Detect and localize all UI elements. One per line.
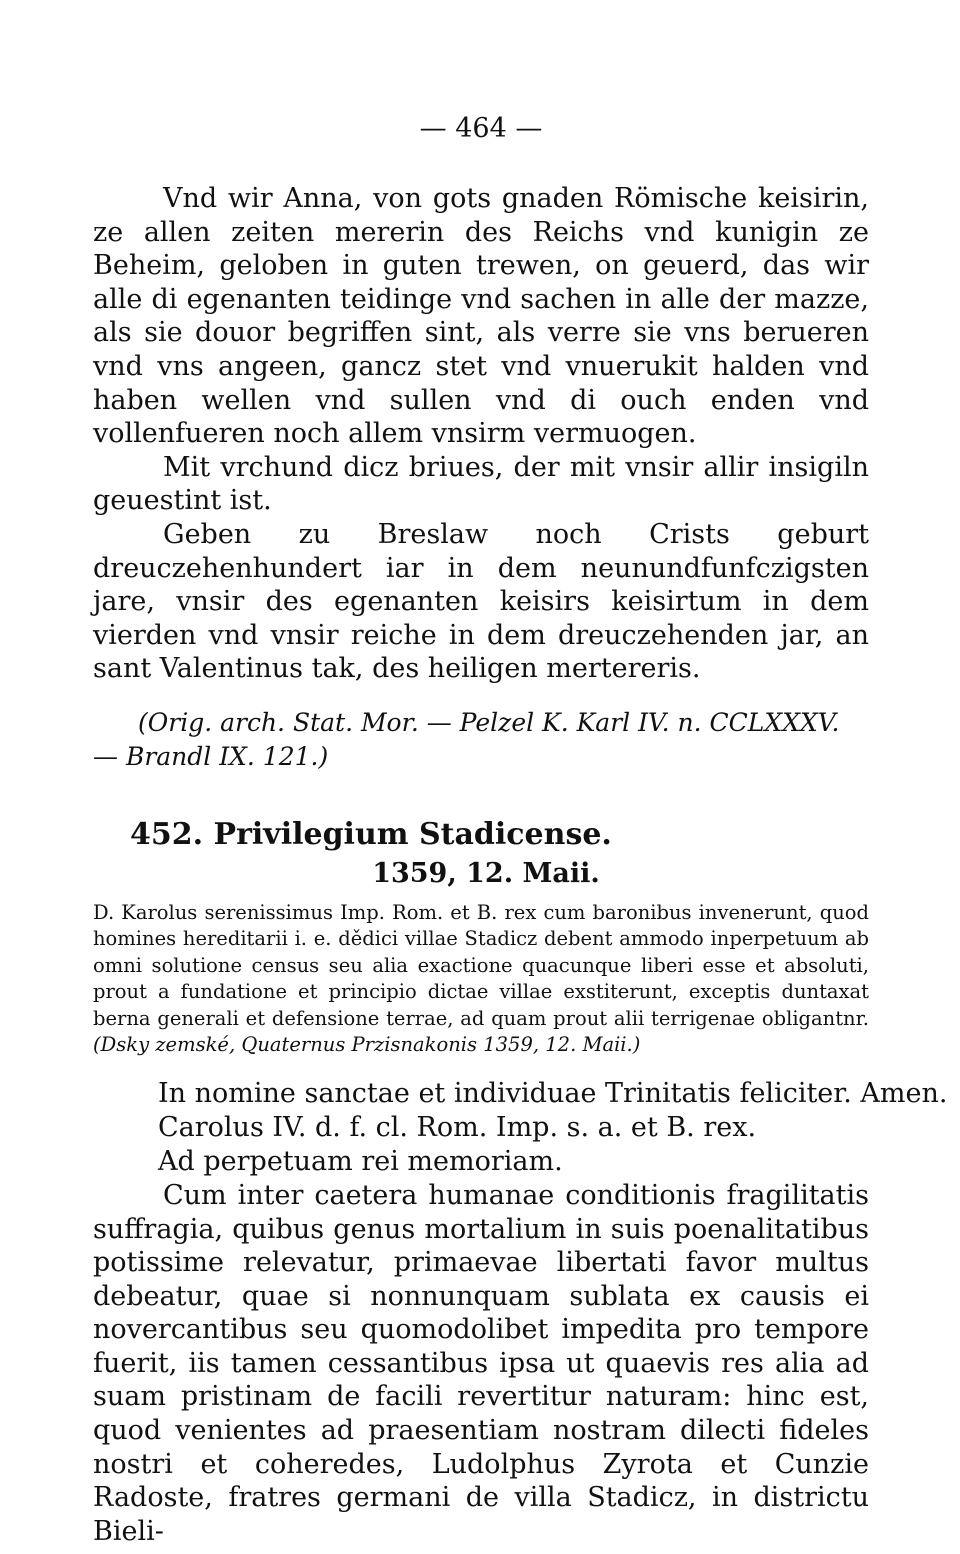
regest-citation: (Dsky zemské, Quaternus Przisnakonis 1359, 12. Maii.) xyxy=(93,1033,641,1057)
regest-text: D. Karolus serenissimus Imp. Rom. et B. rex cum baronibus invenerunt, quod homines hereditarii i. e. dědici villae Stadicz debent ammodo inperpetuum ab omni solutione census seu alia exactione quacunque liberi esse et absoluti, prout a fundatione et principio dictae villae exstiterunt, exceptis duntaxat berna generali et defensione terrae, ad quam prout alii terrigenae obligantnr. xyxy=(93,900,869,1030)
paragraph-arenga: Cum inter caetera humanae conditionis fragilitatis suffragia, quibus genus mortalium in suis poenalitatibus potissime relevatur, primaevae libertati favor multus debeatur, quae si nonnunquam sublata ex causis ei novercantibus seu quomodolibet impedita pro tempore fuerit, iis tamen cessantibus ipsa ut quaevis res alia ad suam pristinam de facili revertitur naturam: hinc est, quod venientes ad praesentiam nostram dilecti fideles nostri et coheredes, Ludolphus Zyrota et Cunzie Radoste, fratres germani de villa Stadicz, in districtu Bieli- xyxy=(93,1179,869,1547)
paragraph-dating: Geben zu Breslaw noch Crists geburt dreuczehenhundert iar in dem neunundfunfczigsten jare, vnsir des egenanten keisirs keisirtum in dem vierden vnd vnsir reiche in dem dreuczehenden jar, an sant Valentinus tak, des heiligen mertereris. xyxy=(93,518,869,685)
paragraph-seal: Mit vrchund dicz briues, der mit vnsir allir insigiln geuestint ist. xyxy=(93,451,869,517)
page-content xyxy=(93,112,948,1548)
source-note: (Orig. arch. Stat. Mor. — Pelzel K. Karl IV. n. CCLXXXV. — Brandl IX. 121.) xyxy=(93,707,840,771)
document-date: 1359, 12. Maii. xyxy=(372,857,600,889)
page-number: — 464 — xyxy=(419,113,543,144)
document-heading: 452. Privilegium Stadicense. xyxy=(130,816,612,852)
memoria-line: Ad perpetuam rei memoriam. xyxy=(158,1145,563,1177)
invocation-line: In nomine sanctae et individuae Trinitatis feliciter. Amen. xyxy=(158,1077,948,1109)
intitulatio-line: Carolus IV. d. f. cl. Rom. Imp. s. a. et B. rex. xyxy=(158,1111,757,1143)
regest-summary xyxy=(93,900,869,1059)
paragraph-oath: Vnd wir Anna, von gots gnaden Römische keisirin, ze allen zeiten mererin des Reichs vnd kunigin ze Beheim, geloben in guten trewen, on geuerd, das wir alle di egenanten teidinge vnd sachen in alle der mazze, als sie douor begriffen sint, als verre sie vns berueren vnd vns angeen, gancz stet vnd vnuerukit halden vnd haben wellen vnd sullen vnd di ouch enden vnd vollenfueren noch allem vnsirm vermuogen. xyxy=(93,183,869,450)
invocation-block xyxy=(93,1077,948,1179)
